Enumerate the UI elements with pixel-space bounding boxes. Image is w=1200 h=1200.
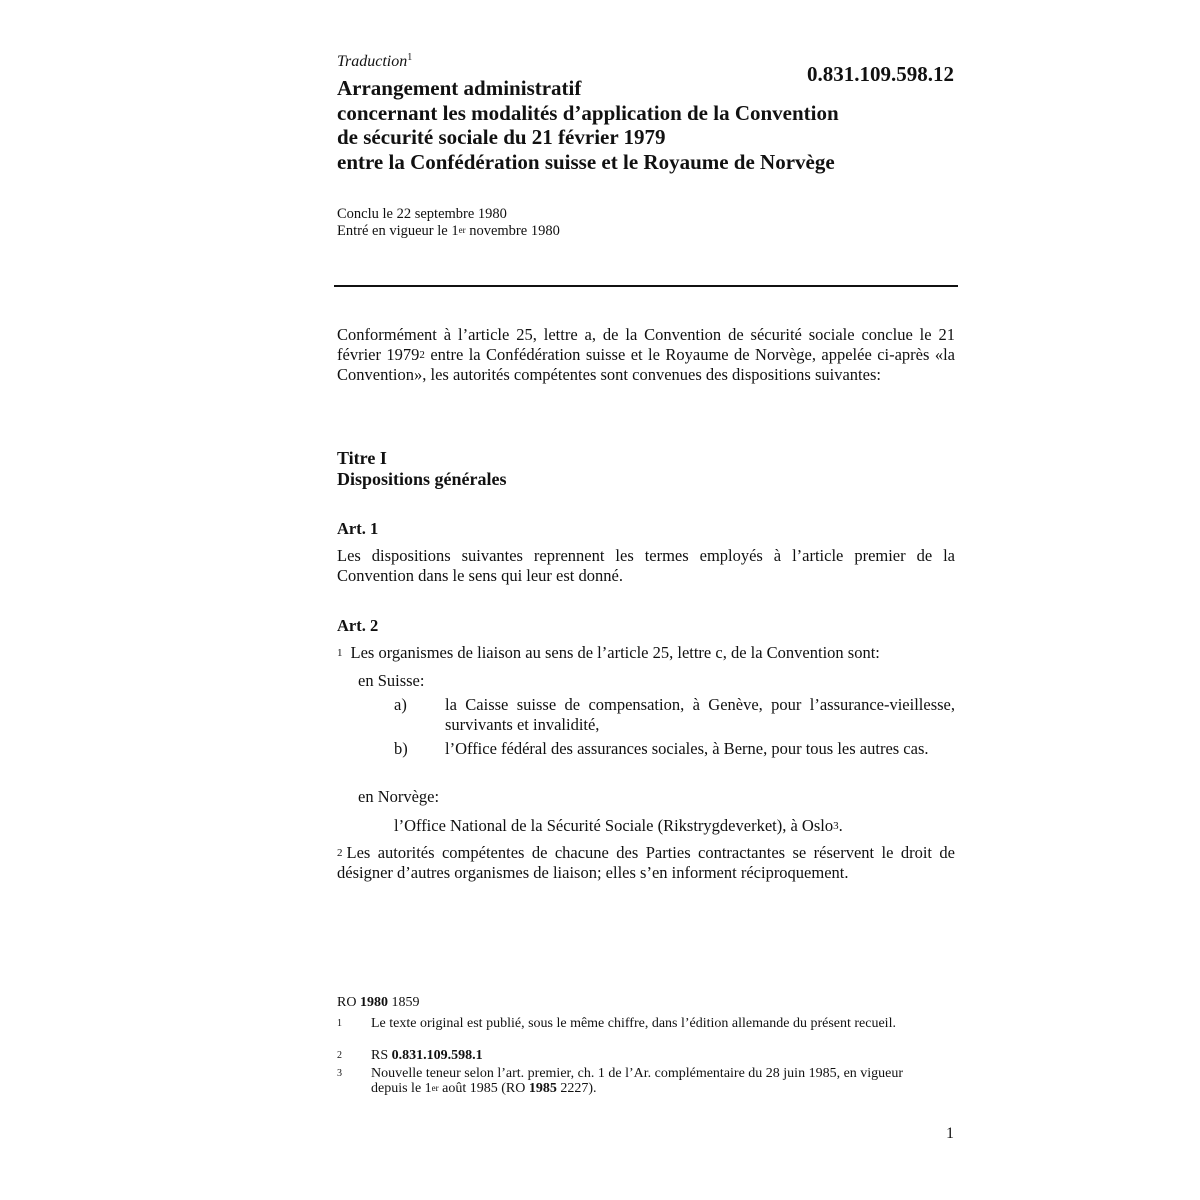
country-norway: en Norvège: (358, 787, 440, 806)
norway-end: . (838, 816, 843, 835)
section-heading (337, 448, 507, 490)
list-item-label: a) (394, 695, 407, 714)
norway-text: l’Office National de la Sécurité Sociale (Rikstrygdeverket), à Oslo (394, 816, 834, 835)
section-number: Titre I (337, 448, 387, 468)
in-force-sup: er (458, 225, 466, 235)
in-force-post: novembre 1980 (465, 223, 560, 239)
intro-paragraph (337, 325, 955, 385)
in-force-pre: Entré en vigueur le 1 (337, 223, 459, 239)
traduction-label (337, 53, 412, 71)
traduction-text: Traduction (337, 53, 408, 70)
footnote-ref-3[interactable]: 3 (833, 820, 839, 832)
article-2-paragraph-2 (337, 843, 955, 883)
footnote-text (371, 1048, 937, 1063)
footnote-bold: 0.831.109.598.1 (391, 1048, 483, 1063)
list-item-text: la Caisse suisse de compensation, à Genève, pour l’assurance-vieillesse, survivants et invalidité, (445, 695, 955, 734)
paragraph-number: 1 (337, 647, 343, 659)
footnote-number: 3 (337, 1068, 342, 1079)
article-2-paragraph-1 (337, 643, 955, 663)
paragraph-number: 2 (337, 847, 343, 859)
footnote-ref-2[interactable]: 2 (419, 349, 425, 361)
document-title (337, 76, 937, 174)
footnote-pre: RS (371, 1048, 392, 1063)
footnote-pre: Nouvelle teneur selon l’art. premier, ch. 1 de l’Ar. complémentaire du 28 juin 1985, en vigueur depuis le 1 (371, 1066, 904, 1096)
footnote-text (371, 1066, 937, 1096)
dates-block (337, 206, 560, 240)
article-2-heading: Art. 2 (337, 616, 379, 635)
page-number: 1 (946, 1125, 954, 1142)
section-title: Dispositions générales (337, 469, 507, 489)
ro-page: 1859 (387, 995, 420, 1010)
footnote-mid: août 1985 (RO (438, 1081, 529, 1096)
ro-prefix: RO (337, 995, 360, 1010)
footnote-bold: 1985 (528, 1081, 557, 1096)
rs-number: 0.831.109.598.12 (807, 62, 954, 86)
intro-part1: Conformément à l’article 25, lettre a, de la Convention de sécurité sociale conclue le 21 février 1979 (337, 325, 955, 364)
ro-reference (337, 995, 419, 1010)
in-force-date (337, 223, 560, 240)
header-divider (334, 285, 958, 287)
title-line: de sécurité sociale du 21 février 1979 (337, 125, 666, 149)
title-line: concernant les modalités d’application de la Convention (337, 100, 839, 125)
list-item-label: b) (394, 739, 408, 758)
footnote-ref-1[interactable]: 1 (407, 52, 413, 63)
article-1-heading: Art. 1 (337, 519, 379, 538)
concluded-date: Conclu le 22 septembre 1980 (337, 206, 507, 222)
article-1-text: Les dispositions suivantes reprennent les termes employés à l’article premier de la Convention dans le sens qui leur est donné. (337, 546, 955, 585)
country-switzerland: en Suisse: (358, 671, 425, 690)
paragraph-text: Les organismes de liaison au sens de l’article 25, lettre c, de la Convention sont: (350, 643, 880, 662)
footnote-post: 2227). (556, 1081, 597, 1096)
paragraph-text: Les autorités compétentes de chacune des Parties contractantes se réservent le droit de désigner d’autres organismes de liaison; elles s’en informent réciproquement. (337, 843, 955, 882)
list-item-text: l’Office fédéral des assurances sociales, à Berne, pour tous les autres cas. (445, 739, 929, 758)
footnote-number: 1 (337, 1018, 342, 1029)
footnote-sup: er (431, 1083, 439, 1093)
title-line: Arrangement administratif (337, 76, 582, 100)
norway-organism (394, 816, 843, 836)
intro-part2: entre la Confédération suisse et le Royaume de Norvège, appelée ci-après «la Convention», les autorités compétentes sont convenues des dispositions suivantes: (337, 345, 955, 384)
ro-year: 1980 (359, 995, 388, 1010)
footnote-text: Le texte original est publié, sous le même chiffre, dans l’édition allemande du présent recueil. (371, 1016, 896, 1031)
title-line: entre la Confédération suisse et le Royaume de Norvège (337, 149, 835, 174)
footnote-number: 2 (337, 1050, 342, 1061)
document-page (337, 50, 957, 1160)
